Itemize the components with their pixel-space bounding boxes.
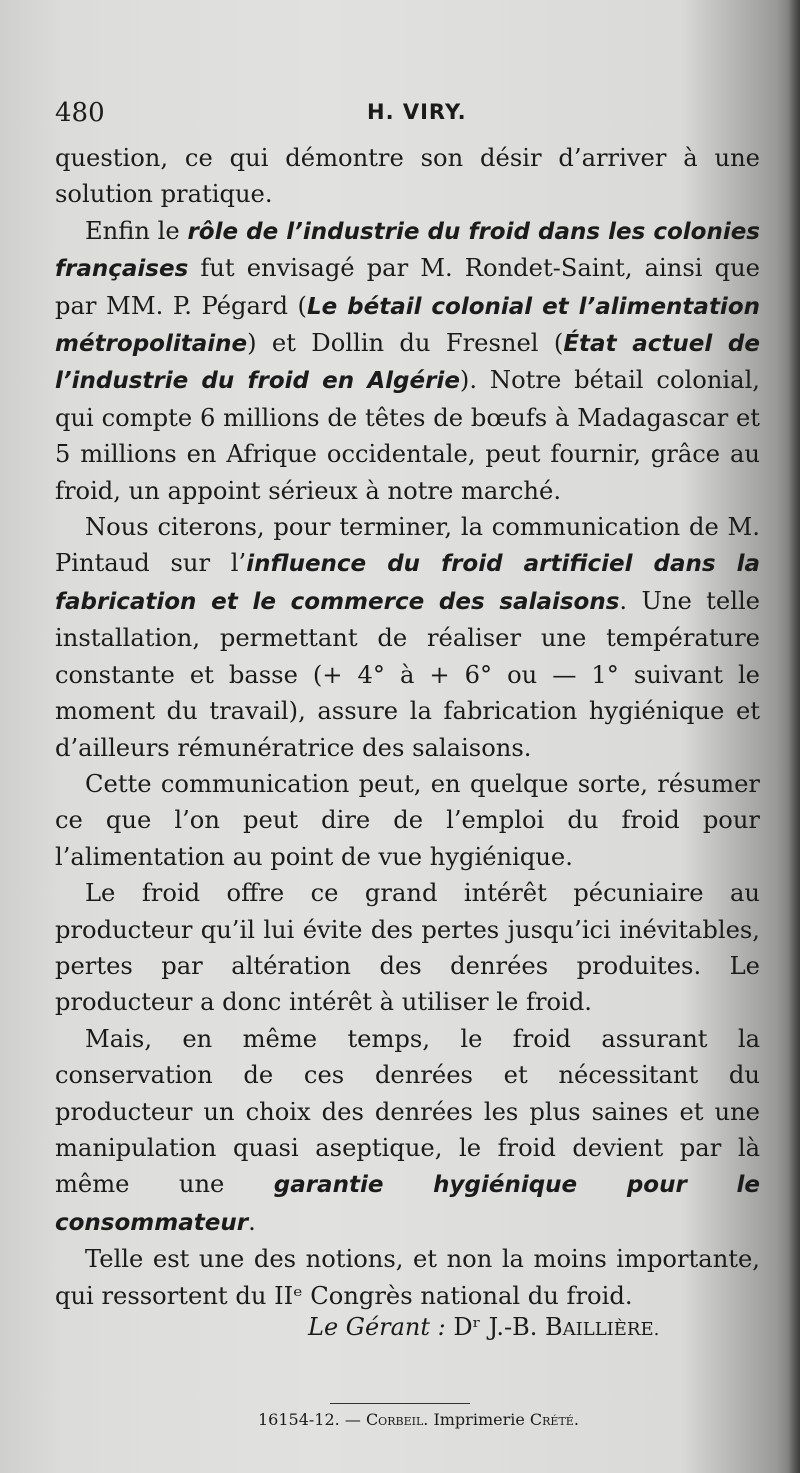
imprint-printer: Imprimerie <box>433 1410 525 1429</box>
body-span: . Une telle installation, permettant de réaliser une température constante et basse (+ 4° à + 6° ou — 1° suivant le moment du travail), assure la fabrication hygiénique et d’ailleurs rémunératrice des salaisons. <box>55 586 760 762</box>
page-header <box>55 98 745 132</box>
body-span: Cette communication peut, en quelque sorte, résumer ce que l’on peut dire de l’emploi du froid pour l’alimentation au point de vue hygiénique. <box>55 769 760 871</box>
imprint-printer-name: Crété. <box>529 1410 579 1429</box>
emphasis-text: Le bétail colonial et l’alimentation métropolitaine <box>55 293 760 358</box>
body-span: Nous citerons, pour terminer, la communication de M. Pintaud sur l’ <box>55 513 760 578</box>
emphasis-text: État actuel de l’industrie du froid en Algérie <box>55 331 760 395</box>
running-head: H. VIRY. <box>367 100 467 124</box>
paragraph <box>55 766 760 875</box>
body-span: Mais, en même temps, le froid assurant la conservation de ces denrées et nécessitant du producteur un choix des denrées les plus saines et une manipulation quasi aseptique, le froid devient par là même une <box>55 1024 760 1199</box>
imprint-city: Corbeil. <box>365 1410 429 1429</box>
paragraph <box>55 1021 760 1241</box>
emphasis-text: garantie hygiénique pour le consommateur <box>55 1172 760 1236</box>
signature-surname-rest: AILLIÈRE. <box>562 1319 660 1340</box>
signature-initials: J.-B. <box>488 1313 538 1341</box>
signature <box>308 1313 659 1341</box>
body-text <box>55 140 760 1314</box>
paragraph <box>55 509 760 766</box>
paragraph <box>55 1241 760 1314</box>
signature-surname-initial: B <box>545 1313 563 1341</box>
signature-surname <box>545 1313 659 1341</box>
signature-title: Dʳ <box>453 1313 481 1341</box>
paragraph <box>55 140 760 213</box>
body-span: Le froid offre ce grand intérêt pécuniaire au producteur qu’il lui évite des pertes jusqu’ici inévitables, pertes par altération des denrées produites. Le producteur a donc intérêt à utiliser le froid. <box>55 879 760 1017</box>
footer-rule <box>330 1403 470 1404</box>
body-span: fut envisagé par M. Rondet-Saint, ainsi que par MM. P. Pégard ( <box>55 254 760 320</box>
body-span: Telle est une des notions, et non la moins importante, qui ressortent du IIᵉ Congrès national du froid. <box>55 1245 760 1310</box>
imprint-line <box>258 1410 579 1429</box>
paragraph <box>55 213 760 509</box>
imprint-number: 16154-12. — <box>258 1410 361 1429</box>
page-number: 480 <box>55 98 105 128</box>
paragraph <box>55 875 760 1021</box>
body-span: Enfin le <box>85 216 188 245</box>
signature-role: Le Gérant : <box>308 1313 446 1341</box>
emphasis-text: rôle de l’industrie du froid dans les colonies françaises <box>55 218 760 283</box>
body-span: ) et Dollin du Fresnel ( <box>247 329 564 358</box>
body-span: ). Notre bétail colonial, qui compte 6 millions de têtes de bœufs à Madagascar et 5 millions en Afrique occidentale, peut fournir, grâce au froid, un appoint sérieux à notre marché. <box>55 366 760 505</box>
emphasis-text: influence du froid artificiel dans la fabrication et le commerce des salaisons <box>55 551 760 615</box>
page-edge-shadow <box>788 0 800 1473</box>
body-span: question, ce qui démontre son désir d’arriver à une solution pratique. <box>55 144 760 209</box>
body-span: . <box>248 1207 256 1236</box>
